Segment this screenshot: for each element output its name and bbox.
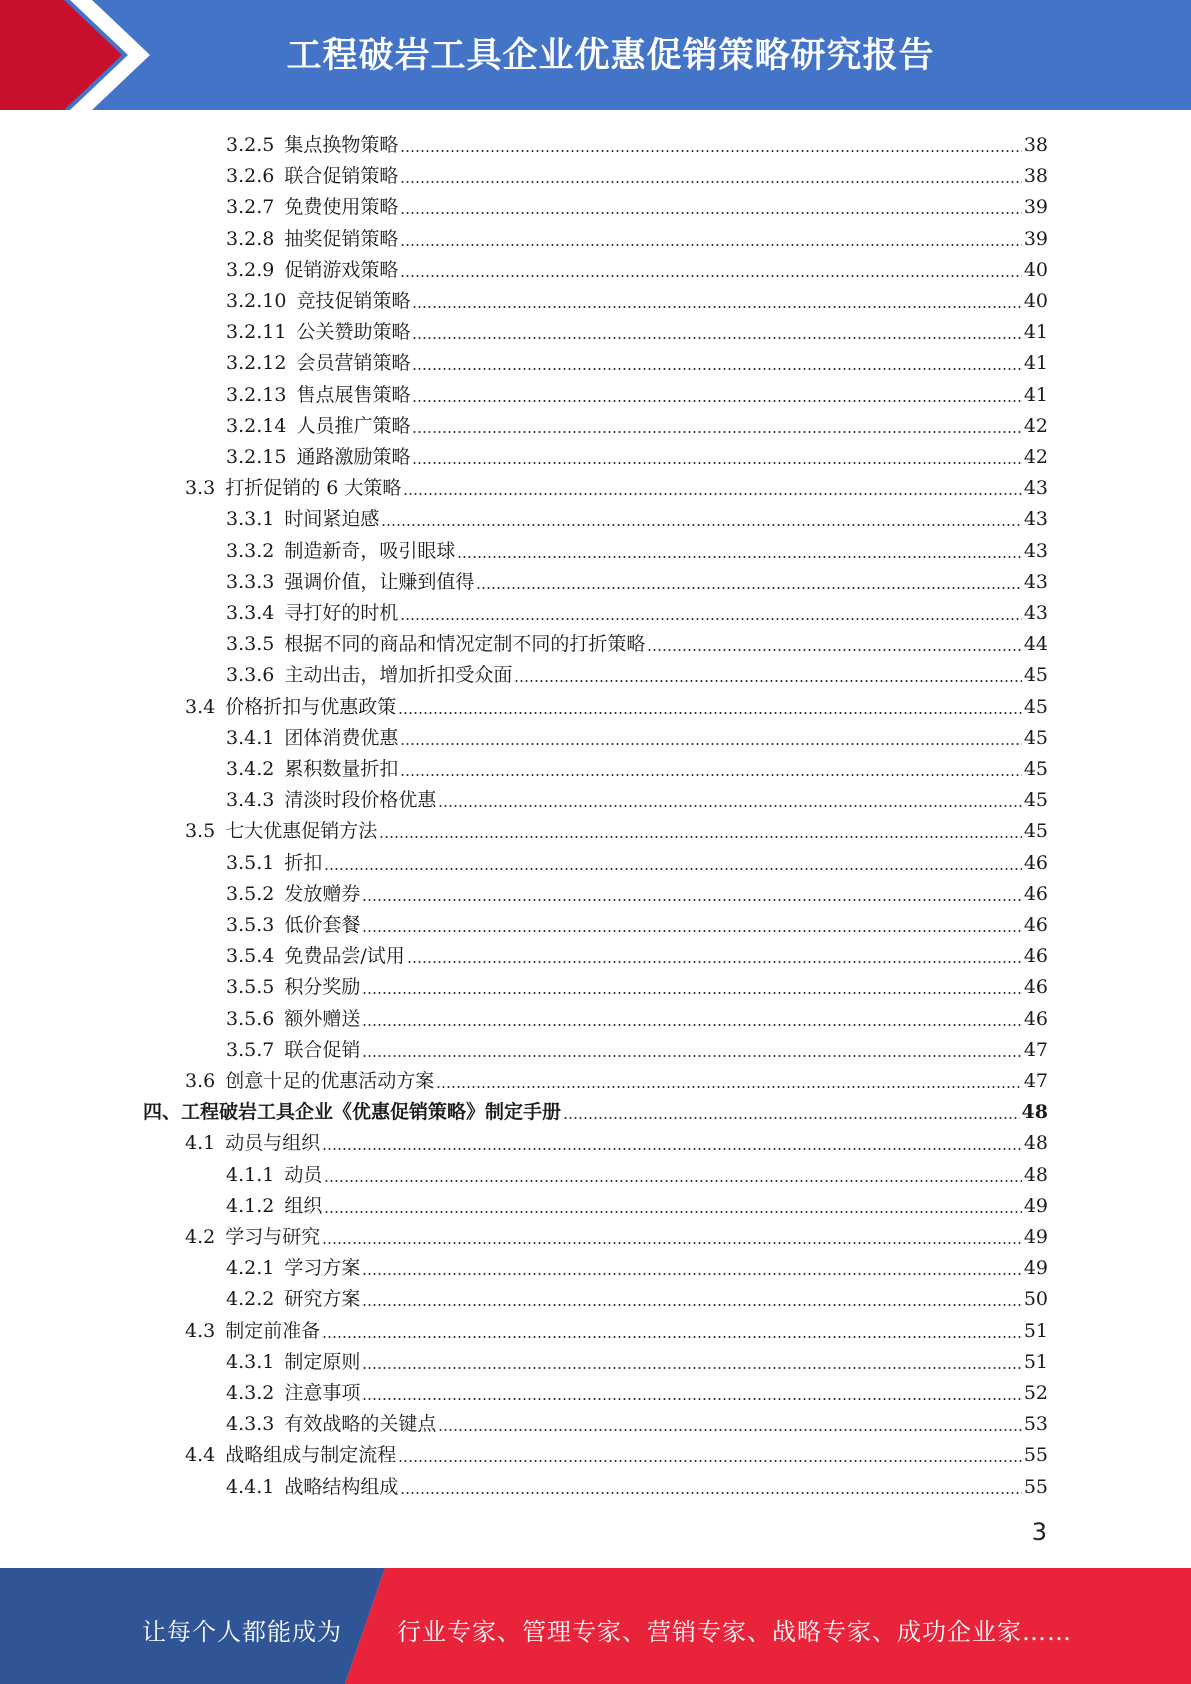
toc-dot-leader <box>438 805 1021 807</box>
toc-entry-number: 3.4 <box>185 695 216 718</box>
toc-entry-page: 49 <box>1023 1194 1048 1217</box>
toc-entry[interactable] <box>226 158 1048 189</box>
toc-entry-number: 3.2.9 <box>226 258 275 281</box>
toc-entry-number: 3.5.3 <box>226 914 275 936</box>
toc-entry[interactable] <box>226 408 1048 439</box>
toc-entry[interactable] <box>226 1375 1048 1406</box>
toc-entry-title: 售点展售策略 <box>296 383 411 406</box>
toc-entry-title: 清淡时段价格优惠 <box>284 789 437 812</box>
toc-entry-title: 制造新奇，吸引眼球 <box>284 539 456 562</box>
toc-entry-title: 创意十足的优惠活动方案 <box>225 1070 435 1092</box>
toc-entry-page: 49 <box>1023 1226 1048 1248</box>
toc-dot-leader <box>400 774 1021 776</box>
toc-dot-leader <box>436 1086 1022 1088</box>
toc-entry-number: 3.3.5 <box>226 633 275 656</box>
toc-dot-leader <box>647 649 1021 651</box>
toc-entry-number: 3.4.3 <box>226 789 275 812</box>
toc-entry-title: 注意事项 <box>284 1382 361 1404</box>
toc-entry-title: 战略组成与制定流程 <box>225 1444 397 1467</box>
toc-entry-number: 4.4.1 <box>226 1475 275 1498</box>
toc-entry-page: 41 <box>1023 383 1048 406</box>
toc-entry-page: 41 <box>1023 352 1048 375</box>
toc-dot-leader <box>412 400 1021 402</box>
toc-entry[interactable] <box>226 907 1048 938</box>
toc-entry-title: 七大优惠促销方法 <box>225 820 378 843</box>
toc-entry-page: 49 <box>1023 1257 1048 1280</box>
toc-entry-title: 研究方案 <box>284 1288 361 1311</box>
toc-entry-number: 3.2.6 <box>226 165 275 188</box>
toc-dot-leader <box>324 1211 1021 1213</box>
toc-entry-number: 3.3.6 <box>226 664 275 687</box>
toc-entry[interactable] <box>226 564 1048 595</box>
toc-dot-leader <box>381 524 1021 526</box>
toc-entry-page: 50 <box>1023 1288 1048 1311</box>
toc-entry-title: 集点换物策略 <box>284 134 399 156</box>
toc-entry[interactable] <box>226 1032 1048 1063</box>
toc-dot-leader <box>412 431 1021 433</box>
toc-entry[interactable] <box>226 969 1048 1000</box>
toc-entry-page: 46 <box>1023 914 1048 936</box>
toc-entry[interactable] <box>226 1001 1048 1032</box>
toc-entry-number: 3.2.11 <box>226 321 287 344</box>
toc-entry-title: 额外赠送 <box>284 1007 361 1030</box>
toc-entry-title: 人员推广策略 <box>296 414 411 437</box>
toc-entry-title: 学习与研究 <box>225 1226 321 1248</box>
toc-dot-leader <box>400 275 1021 277</box>
toc-entry-number: 4.3 <box>185 1319 216 1342</box>
toc-entry[interactable] <box>185 689 1048 720</box>
toc-entry-page: 39 <box>1023 196 1048 219</box>
toc-dot-leader <box>362 1398 1021 1400</box>
toc-entry-title: 打折促销的 6 大策略 <box>225 477 402 500</box>
toc-entry[interactable] <box>226 127 1048 158</box>
toc-dot-leader <box>322 1148 1022 1150</box>
toc-entry-title: 主动出击，增加折扣受众面 <box>284 664 513 687</box>
toc-dot-leader <box>362 899 1021 901</box>
toc-dot-leader <box>407 961 1022 963</box>
toc-entry-title: 会员营销策略 <box>296 352 411 375</box>
toc-entry-page: 45 <box>1023 726 1048 749</box>
toc-entry[interactable] <box>226 845 1048 876</box>
toc-entry-number: 3.3.4 <box>226 602 275 624</box>
toc-entry-title: 制定前准备 <box>225 1319 321 1342</box>
toc-entry-page: 48 <box>1021 1101 1048 1124</box>
toc-entry-title: 联合促销策略 <box>284 165 399 188</box>
toc-entry-number: 3.2.12 <box>226 352 287 375</box>
toc-entry[interactable] <box>226 314 1048 345</box>
toc-entry-page: 45 <box>1023 789 1048 812</box>
toc-dot-leader <box>362 1055 1021 1057</box>
toc-dot-leader <box>476 587 1021 589</box>
toc-dot-leader <box>362 1024 1021 1026</box>
toc-entry-title: 战略结构组成 <box>284 1475 399 1498</box>
toc-entry-title: 积分奖励 <box>284 976 361 999</box>
toc-entry-number: 3.2.5 <box>226 134 275 156</box>
toc-entry[interactable] <box>226 439 1048 470</box>
toc-entry-number: 4.4 <box>185 1444 216 1467</box>
toc-dot-leader <box>322 1336 1022 1338</box>
toc-dot-leader <box>412 368 1021 370</box>
page-footer <box>0 1568 1191 1684</box>
toc-entry-page: 43 <box>1023 570 1048 593</box>
toc-entry-number: 4.2 <box>185 1226 216 1248</box>
toc-entry-page: 39 <box>1023 227 1048 250</box>
toc-entry-page: 47 <box>1023 1038 1048 1061</box>
toc-dot-leader <box>362 1367 1021 1369</box>
toc-entry-page: 40 <box>1023 258 1048 281</box>
toc-entry-page: 38 <box>1023 165 1048 188</box>
toc-entry[interactable] <box>226 1281 1048 1312</box>
toc-entry-title: 制定原则 <box>284 1350 361 1373</box>
toc-entry-title: 有效战略的关键点 <box>284 1413 437 1436</box>
toc-entry-page: 48 <box>1023 1132 1048 1155</box>
toc-entry-title: 免费使用策略 <box>284 196 399 219</box>
footer-slogan-left: 让每个人都能成为 <box>142 1618 342 1646</box>
toc-dot-leader <box>400 244 1021 246</box>
toc-entry-page: 45 <box>1023 695 1048 718</box>
toc-dot-leader <box>400 181 1021 183</box>
toc-entry[interactable] <box>226 283 1048 314</box>
footer-slogan-right: 行业专家、管理专家、营销专家、战略专家、成功企业家…… <box>397 1618 1072 1646</box>
toc-entry-number: 3.2.13 <box>226 383 287 406</box>
toc-entry-page: 45 <box>1023 758 1048 780</box>
toc-entry-page: 43 <box>1023 539 1048 562</box>
toc-entry[interactable] <box>226 626 1048 657</box>
toc-dot-leader <box>563 1117 1020 1119</box>
toc-dot-leader <box>400 1492 1021 1494</box>
toc-dot-leader <box>438 1429 1021 1431</box>
toc-entry-number: 4.3.1 <box>226 1350 275 1373</box>
toc-entry-title: 动员与组织 <box>225 1132 321 1155</box>
toc-entry[interactable] <box>226 377 1048 408</box>
toc-entry-page: 53 <box>1023 1413 1048 1436</box>
toc-entry[interactable] <box>226 782 1048 813</box>
toc-entry[interactable] <box>185 813 1048 844</box>
toc-entry[interactable] <box>226 1157 1048 1188</box>
toc-entry-title: 根据不同的商品和情况定制不同的打折策略 <box>284 633 646 656</box>
toc-entry-number: 4.3.2 <box>226 1382 275 1404</box>
toc-entry[interactable] <box>226 1344 1048 1375</box>
toc-dot-leader <box>398 712 1022 714</box>
toc-entry-number: 4.3.3 <box>226 1413 275 1436</box>
toc-entry-page: 42 <box>1023 446 1048 468</box>
toc-entry-title: 联合促销 <box>284 1038 361 1061</box>
toc-entry[interactable] <box>226 595 1048 626</box>
toc-entry-page: 52 <box>1023 1382 1048 1404</box>
toc-entry[interactable] <box>185 1313 1048 1344</box>
toc-entry-title: 强调价值，让赚到值得 <box>284 570 475 593</box>
toc-entry-page: 47 <box>1023 1070 1048 1092</box>
toc-entry-number: 3.5.1 <box>226 851 275 874</box>
toc-entry-page: 46 <box>1023 945 1048 968</box>
toc-entry-number: 3.2.8 <box>226 227 275 250</box>
toc-entry-page: 38 <box>1023 134 1048 156</box>
toc-dot-leader <box>412 462 1021 464</box>
toc-entry[interactable] <box>226 751 1048 782</box>
toc-entry-number: 3.3.2 <box>226 539 275 562</box>
page-header <box>0 0 1191 110</box>
toc-entry-title: 累积数量折扣 <box>284 758 399 780</box>
toc-entry-title: 组织 <box>284 1194 323 1217</box>
toc-entry-page: 48 <box>1023 1163 1048 1186</box>
toc-entry-page: 43 <box>1023 477 1048 500</box>
toc-dot-leader <box>362 1273 1021 1275</box>
toc-entry[interactable] <box>185 1437 1048 1468</box>
toc-entry-title: 免费品尝/试用 <box>284 945 405 968</box>
toc-entry-number: 3.2.7 <box>226 196 275 219</box>
toc-dot-leader <box>379 836 1022 838</box>
toc-entry-number: 4.2.2 <box>226 1288 275 1311</box>
toc-entry-title: 寻打好的时机 <box>284 602 399 624</box>
toc-entry[interactable] <box>226 501 1048 532</box>
toc-entry-page: 46 <box>1023 851 1048 874</box>
toc-entry[interactable] <box>226 189 1048 220</box>
toc-entry-number: 4.1.2 <box>226 1194 275 1217</box>
toc-entry-title: 公关赞助策略 <box>296 321 411 344</box>
toc-entry-page: 43 <box>1023 508 1048 531</box>
toc-entry-number: 3.3.1 <box>226 508 275 531</box>
toc-entry[interactable] <box>226 533 1048 564</box>
toc-entry-title: 时间紧迫感 <box>284 508 380 531</box>
toc-entry-number: 3.4.2 <box>226 758 275 780</box>
toc-dot-leader <box>362 1304 1021 1306</box>
toc-entry-title: 价格折扣与优惠政策 <box>225 695 397 718</box>
toc-entry-page: 43 <box>1023 602 1048 624</box>
toc-entry[interactable] <box>185 470 1048 501</box>
toc-entry-number: 3.5.6 <box>226 1007 275 1030</box>
toc-entry-title: 团体消费优惠 <box>284 726 399 749</box>
toc-entry-number: 3.5.5 <box>226 976 275 999</box>
toc-dot-leader <box>324 1180 1021 1182</box>
toc-dot-leader <box>362 992 1021 994</box>
toc-entry[interactable] <box>226 938 1048 969</box>
toc-entry[interactable] <box>185 1063 1048 1094</box>
toc-entry-page: 51 <box>1023 1350 1048 1373</box>
toc-entry-page: 46 <box>1023 976 1048 999</box>
toc-dot-leader <box>400 212 1021 214</box>
toc-entry-title: 竞技促销策略 <box>296 290 411 312</box>
toc-entry[interactable] <box>185 1125 1048 1156</box>
toc-entry[interactable] <box>185 1219 1048 1250</box>
toc-entry[interactable] <box>143 1094 1048 1125</box>
toc-entry-number: 4.1 <box>185 1132 216 1155</box>
toc-entry[interactable] <box>226 221 1048 252</box>
toc-entry-page: 55 <box>1023 1444 1048 1467</box>
toc-dot-leader <box>400 150 1021 152</box>
toc-entry-title: 折扣 <box>284 851 323 874</box>
toc-entry[interactable] <box>226 1469 1048 1500</box>
toc-entry[interactable] <box>226 720 1048 751</box>
toc-entry-title: 促销游戏策略 <box>284 258 399 281</box>
toc-entry-number: 4.1.1 <box>226 1163 275 1186</box>
toc-entry-title: 通路激励策略 <box>296 446 411 468</box>
toc-entry-number: 3.3.3 <box>226 570 275 593</box>
toc-entry-title: 动员 <box>284 1163 323 1186</box>
toc-entry-number: 3.6 <box>185 1070 216 1092</box>
toc-entry-number: 3.4.1 <box>226 726 275 749</box>
toc-entry-number: 4.2.1 <box>226 1257 275 1280</box>
toc-dot-leader <box>324 868 1021 870</box>
toc-entry[interactable] <box>226 1188 1048 1219</box>
toc-entry-number: 3.5.7 <box>226 1038 275 1061</box>
toc-entry-number: 3.5 <box>185 820 216 843</box>
toc-dot-leader <box>400 743 1021 745</box>
toc-entry-number: 3.3 <box>185 477 216 500</box>
toc-entry-number: 3.2.10 <box>226 290 287 312</box>
toc-entry-page: 44 <box>1023 633 1048 656</box>
toc-entry-page: 51 <box>1023 1319 1048 1342</box>
toc-entry-page: 42 <box>1023 414 1048 437</box>
toc-dot-leader <box>457 556 1021 558</box>
toc-entry-number: 3.2.15 <box>226 446 287 468</box>
toc-dot-leader <box>398 1460 1022 1462</box>
toc-entry-number: 3.5.4 <box>226 945 275 968</box>
toc-dot-leader <box>400 618 1021 620</box>
toc-dot-leader <box>514 680 1021 682</box>
toc-dot-leader <box>362 930 1021 932</box>
toc-dot-leader <box>412 306 1021 308</box>
toc-entry-page: 45 <box>1023 664 1048 687</box>
toc-entry[interactable] <box>226 345 1048 376</box>
toc-entry-page: 40 <box>1023 290 1048 312</box>
toc-entry-title: 学习方案 <box>284 1257 361 1280</box>
toc-entry-page: 55 <box>1023 1475 1048 1498</box>
header-title: 工程破岩工具企业优惠促销策略研究报告 <box>286 36 935 76</box>
toc-entry-title: 四、工程破岩工具企业《优惠促销策略》制定手册 <box>143 1101 562 1124</box>
toc-entry[interactable] <box>226 1406 1048 1437</box>
toc-entry-page: 41 <box>1023 321 1048 344</box>
toc-entry-page: 46 <box>1023 882 1048 905</box>
toc-entry[interactable] <box>226 252 1048 283</box>
toc-entry[interactable] <box>226 876 1048 907</box>
toc-entry-title: 抽奖促销策略 <box>284 227 399 250</box>
page-number: 3 <box>1031 1518 1047 1546</box>
toc-entry-page: 46 <box>1023 1007 1048 1030</box>
toc-dot-leader <box>412 337 1021 339</box>
toc-entry[interactable] <box>226 657 1048 688</box>
toc-entry[interactable] <box>226 1250 1048 1281</box>
toc-entry-title: 发放赠券 <box>284 882 361 905</box>
toc-dot-leader <box>403 493 1021 495</box>
toc-dot-leader <box>322 1242 1022 1244</box>
toc-entry-title: 低价套餐 <box>284 914 361 936</box>
toc-entry-number: 3.2.14 <box>226 414 287 437</box>
toc-entry-number: 3.5.2 <box>226 882 275 905</box>
toc-entry-page: 45 <box>1023 820 1048 843</box>
